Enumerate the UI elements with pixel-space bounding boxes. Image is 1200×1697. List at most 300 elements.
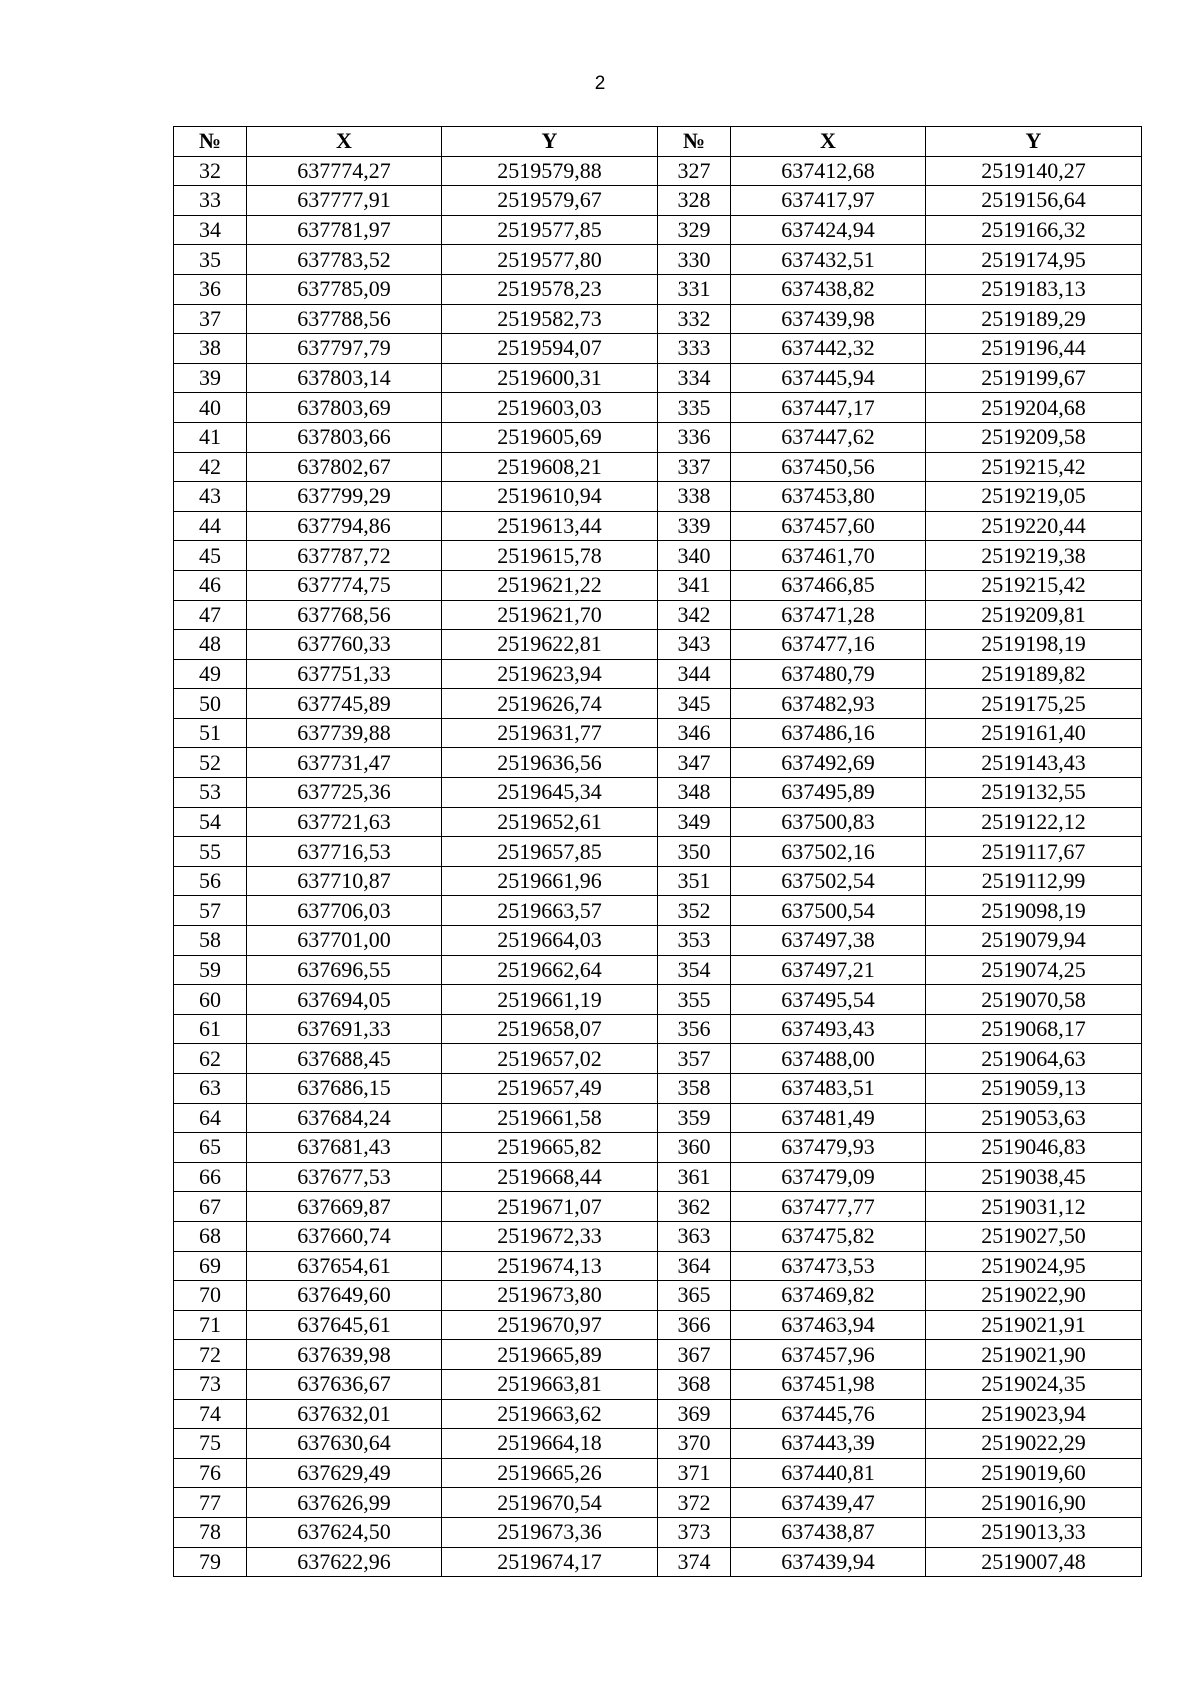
cell-x-right: 637486,16 bbox=[731, 718, 926, 748]
table-row bbox=[174, 245, 1142, 275]
cell-x-left: 637701,00 bbox=[247, 926, 442, 956]
cell-y-right: 2519215,42 bbox=[926, 570, 1142, 600]
table-row bbox=[174, 896, 1142, 926]
cell-x-right: 637438,82 bbox=[731, 274, 926, 304]
cell-y-right: 2519156,64 bbox=[926, 186, 1142, 216]
cell-point-number-left: 62 bbox=[174, 1044, 247, 1074]
cell-y-right: 2519046,83 bbox=[926, 1133, 1142, 1163]
cell-y-right: 2519021,90 bbox=[926, 1340, 1142, 1370]
header-x-left: X bbox=[247, 127, 442, 157]
cell-point-number-left: 35 bbox=[174, 245, 247, 275]
cell-x-right: 637447,62 bbox=[731, 422, 926, 452]
cell-y-left: 2519577,85 bbox=[442, 215, 658, 245]
table-row bbox=[174, 156, 1142, 186]
cell-point-number-right: 342 bbox=[658, 600, 731, 630]
cell-x-left: 637799,29 bbox=[247, 482, 442, 512]
table-row bbox=[174, 570, 1142, 600]
table-row bbox=[174, 985, 1142, 1015]
cell-point-number-left: 61 bbox=[174, 1014, 247, 1044]
cell-x-right: 637500,83 bbox=[731, 807, 926, 837]
cell-point-number-left: 38 bbox=[174, 334, 247, 364]
cell-point-number-left: 36 bbox=[174, 274, 247, 304]
cell-y-left: 2519645,34 bbox=[442, 778, 658, 808]
cell-point-number-left: 52 bbox=[174, 748, 247, 778]
cell-y-left: 2519663,62 bbox=[442, 1399, 658, 1429]
cell-point-number-left: 48 bbox=[174, 630, 247, 660]
header-number-right: № bbox=[658, 127, 731, 157]
cell-x-left: 637626,99 bbox=[247, 1488, 442, 1518]
table-row bbox=[174, 837, 1142, 867]
cell-x-left: 637731,47 bbox=[247, 748, 442, 778]
cell-y-right: 2519112,99 bbox=[926, 866, 1142, 896]
cell-y-left: 2519665,89 bbox=[442, 1340, 658, 1370]
cell-x-right: 637481,49 bbox=[731, 1103, 926, 1133]
cell-x-right: 637502,16 bbox=[731, 837, 926, 867]
cell-y-left: 2519652,61 bbox=[442, 807, 658, 837]
cell-x-right: 637457,96 bbox=[731, 1340, 926, 1370]
cell-y-left: 2519622,81 bbox=[442, 630, 658, 660]
cell-x-left: 637639,98 bbox=[247, 1340, 442, 1370]
table-row bbox=[174, 452, 1142, 482]
table-row bbox=[174, 482, 1142, 512]
cell-point-number-right: 350 bbox=[658, 837, 731, 867]
cell-x-right: 637500,54 bbox=[731, 896, 926, 926]
cell-x-left: 637691,33 bbox=[247, 1014, 442, 1044]
cell-x-right: 637495,54 bbox=[731, 985, 926, 1015]
cell-x-left: 637760,33 bbox=[247, 630, 442, 660]
cell-point-number-right: 366 bbox=[658, 1310, 731, 1340]
cell-point-number-left: 68 bbox=[174, 1221, 247, 1251]
cell-y-left: 2519663,57 bbox=[442, 896, 658, 926]
cell-x-right: 637457,60 bbox=[731, 511, 926, 541]
cell-point-number-right: 347 bbox=[658, 748, 731, 778]
cell-point-number-left: 40 bbox=[174, 393, 247, 423]
cell-point-number-right: 367 bbox=[658, 1340, 731, 1370]
cell-x-right: 637447,17 bbox=[731, 393, 926, 423]
cell-x-left: 637706,03 bbox=[247, 896, 442, 926]
cell-point-number-left: 32 bbox=[174, 156, 247, 186]
cell-y-right: 2519219,05 bbox=[926, 482, 1142, 512]
cell-x-left: 637684,24 bbox=[247, 1103, 442, 1133]
cell-point-number-right: 363 bbox=[658, 1221, 731, 1251]
cell-y-right: 2519209,81 bbox=[926, 600, 1142, 630]
cell-x-left: 637781,97 bbox=[247, 215, 442, 245]
cell-point-number-left: 73 bbox=[174, 1369, 247, 1399]
cell-point-number-left: 42 bbox=[174, 452, 247, 482]
cell-x-left: 637787,72 bbox=[247, 541, 442, 571]
cell-y-right: 2519079,94 bbox=[926, 926, 1142, 956]
cell-y-left: 2519608,21 bbox=[442, 452, 658, 482]
table-row bbox=[174, 541, 1142, 571]
cell-point-number-left: 56 bbox=[174, 866, 247, 896]
cell-y-right: 2519068,17 bbox=[926, 1014, 1142, 1044]
cell-point-number-left: 74 bbox=[174, 1399, 247, 1429]
table-row bbox=[174, 866, 1142, 896]
header-y-left: Y bbox=[442, 127, 658, 157]
cell-y-right: 2519209,58 bbox=[926, 422, 1142, 452]
cell-point-number-right: 354 bbox=[658, 955, 731, 985]
table-row bbox=[174, 1133, 1142, 1163]
cell-point-number-right: 345 bbox=[658, 689, 731, 719]
cell-x-right: 637479,93 bbox=[731, 1133, 926, 1163]
cell-point-number-right: 346 bbox=[658, 718, 731, 748]
cell-y-right: 2519166,32 bbox=[926, 215, 1142, 245]
cell-point-number-left: 47 bbox=[174, 600, 247, 630]
cell-point-number-right: 365 bbox=[658, 1281, 731, 1311]
cell-x-right: 637461,70 bbox=[731, 541, 926, 571]
cell-x-right: 637439,94 bbox=[731, 1547, 926, 1577]
cell-y-left: 2519603,03 bbox=[442, 393, 658, 423]
table-row bbox=[174, 1281, 1142, 1311]
table-row bbox=[174, 659, 1142, 689]
cell-x-right: 637424,94 bbox=[731, 215, 926, 245]
cell-x-right: 637473,53 bbox=[731, 1251, 926, 1281]
cell-point-number-right: 355 bbox=[658, 985, 731, 1015]
cell-x-left: 637777,91 bbox=[247, 186, 442, 216]
cell-x-right: 637432,51 bbox=[731, 245, 926, 275]
cell-x-right: 637445,76 bbox=[731, 1399, 926, 1429]
cell-point-number-right: 330 bbox=[658, 245, 731, 275]
cell-y-left: 2519673,80 bbox=[442, 1281, 658, 1311]
table-row bbox=[174, 1221, 1142, 1251]
table-row bbox=[174, 1340, 1142, 1370]
table-row bbox=[174, 1429, 1142, 1459]
cell-point-number-left: 58 bbox=[174, 926, 247, 956]
cell-point-number-left: 76 bbox=[174, 1458, 247, 1488]
cell-point-number-left: 45 bbox=[174, 541, 247, 571]
table-row bbox=[174, 334, 1142, 364]
cell-y-left: 2519577,80 bbox=[442, 245, 658, 275]
cell-y-right: 2519027,50 bbox=[926, 1221, 1142, 1251]
cell-y-right: 2519161,40 bbox=[926, 718, 1142, 748]
cell-x-right: 637493,43 bbox=[731, 1014, 926, 1044]
cell-point-number-left: 79 bbox=[174, 1547, 247, 1577]
cell-point-number-left: 51 bbox=[174, 718, 247, 748]
cell-x-right: 637477,16 bbox=[731, 630, 926, 660]
cell-y-right: 2519059,13 bbox=[926, 1074, 1142, 1104]
cell-y-left: 2519672,33 bbox=[442, 1221, 658, 1251]
cell-y-left: 2519661,96 bbox=[442, 866, 658, 896]
cell-point-number-left: 69 bbox=[174, 1251, 247, 1281]
cell-x-left: 637696,55 bbox=[247, 955, 442, 985]
cell-y-right: 2519183,13 bbox=[926, 274, 1142, 304]
cell-point-number-right: 371 bbox=[658, 1458, 731, 1488]
cell-y-right: 2519189,29 bbox=[926, 304, 1142, 334]
cell-y-right: 2519174,95 bbox=[926, 245, 1142, 275]
header-y-right: Y bbox=[926, 127, 1142, 157]
cell-x-right: 637477,77 bbox=[731, 1192, 926, 1222]
cell-point-number-right: 349 bbox=[658, 807, 731, 837]
cell-x-left: 637788,56 bbox=[247, 304, 442, 334]
cell-y-left: 2519665,26 bbox=[442, 1458, 658, 1488]
table-row bbox=[174, 600, 1142, 630]
cell-x-left: 637768,56 bbox=[247, 600, 442, 630]
cell-x-left: 637785,09 bbox=[247, 274, 442, 304]
table-row bbox=[174, 215, 1142, 245]
cell-y-left: 2519579,67 bbox=[442, 186, 658, 216]
cell-x-left: 637802,67 bbox=[247, 452, 442, 482]
cell-point-number-left: 43 bbox=[174, 482, 247, 512]
table-row bbox=[174, 689, 1142, 719]
cell-point-number-left: 75 bbox=[174, 1429, 247, 1459]
table-body bbox=[174, 156, 1142, 1577]
table-row bbox=[174, 511, 1142, 541]
cell-x-left: 637803,14 bbox=[247, 363, 442, 393]
cell-y-left: 2519657,02 bbox=[442, 1044, 658, 1074]
table-row bbox=[174, 748, 1142, 778]
cell-point-number-left: 55 bbox=[174, 837, 247, 867]
table-header-row bbox=[174, 127, 1142, 157]
cell-point-number-left: 64 bbox=[174, 1103, 247, 1133]
cell-point-number-left: 63 bbox=[174, 1074, 247, 1104]
cell-point-number-left: 57 bbox=[174, 896, 247, 926]
cell-point-number-left: 46 bbox=[174, 570, 247, 600]
table-row bbox=[174, 1162, 1142, 1192]
cell-x-right: 637442,32 bbox=[731, 334, 926, 364]
header-x-right: X bbox=[731, 127, 926, 157]
cell-point-number-left: 37 bbox=[174, 304, 247, 334]
table-row bbox=[174, 1014, 1142, 1044]
cell-point-number-right: 352 bbox=[658, 896, 731, 926]
cell-y-left: 2519594,07 bbox=[442, 334, 658, 364]
cell-point-number-left: 49 bbox=[174, 659, 247, 689]
cell-point-number-left: 71 bbox=[174, 1310, 247, 1340]
table-row bbox=[174, 1488, 1142, 1518]
cell-x-left: 637774,27 bbox=[247, 156, 442, 186]
cell-y-right: 2519098,19 bbox=[926, 896, 1142, 926]
cell-point-number-left: 50 bbox=[174, 689, 247, 719]
cell-y-right: 2519021,91 bbox=[926, 1310, 1142, 1340]
coordinates-table bbox=[173, 126, 1142, 1577]
cell-point-number-right: 357 bbox=[658, 1044, 731, 1074]
table-row bbox=[174, 1103, 1142, 1133]
cell-x-left: 637686,15 bbox=[247, 1074, 442, 1104]
cell-point-number-right: 343 bbox=[658, 630, 731, 660]
cell-point-number-right: 353 bbox=[658, 926, 731, 956]
cell-x-left: 637783,52 bbox=[247, 245, 442, 275]
cell-y-left: 2519671,07 bbox=[442, 1192, 658, 1222]
cell-y-left: 2519662,64 bbox=[442, 955, 658, 985]
table-row bbox=[174, 186, 1142, 216]
cell-y-left: 2519657,85 bbox=[442, 837, 658, 867]
cell-x-right: 637438,87 bbox=[731, 1517, 926, 1547]
cell-y-left: 2519626,74 bbox=[442, 689, 658, 719]
table-row bbox=[174, 1399, 1142, 1429]
cell-x-right: 637445,94 bbox=[731, 363, 926, 393]
cell-y-left: 2519661,19 bbox=[442, 985, 658, 1015]
cell-point-number-left: 67 bbox=[174, 1192, 247, 1222]
cell-x-right: 637471,28 bbox=[731, 600, 926, 630]
cell-y-right: 2519074,25 bbox=[926, 955, 1142, 985]
cell-y-left: 2519665,82 bbox=[442, 1133, 658, 1163]
cell-point-number-right: 364 bbox=[658, 1251, 731, 1281]
cell-y-right: 2519219,38 bbox=[926, 541, 1142, 571]
cell-y-left: 2519610,94 bbox=[442, 482, 658, 512]
cell-y-left: 2519631,77 bbox=[442, 718, 658, 748]
cell-y-right: 2519022,90 bbox=[926, 1281, 1142, 1311]
table-row bbox=[174, 1547, 1142, 1577]
table-row bbox=[174, 1192, 1142, 1222]
cell-point-number-right: 331 bbox=[658, 274, 731, 304]
cell-x-left: 637794,86 bbox=[247, 511, 442, 541]
cell-y-left: 2519663,81 bbox=[442, 1369, 658, 1399]
cell-x-right: 637497,38 bbox=[731, 926, 926, 956]
cell-point-number-left: 59 bbox=[174, 955, 247, 985]
cell-y-right: 2519070,58 bbox=[926, 985, 1142, 1015]
cell-x-right: 637443,39 bbox=[731, 1429, 926, 1459]
cell-x-right: 637480,79 bbox=[731, 659, 926, 689]
cell-x-right: 637439,47 bbox=[731, 1488, 926, 1518]
cell-point-number-right: 368 bbox=[658, 1369, 731, 1399]
cell-x-right: 637483,51 bbox=[731, 1074, 926, 1104]
table-row bbox=[174, 926, 1142, 956]
cell-point-number-left: 66 bbox=[174, 1162, 247, 1192]
cell-point-number-right: 329 bbox=[658, 215, 731, 245]
cell-x-left: 637649,60 bbox=[247, 1281, 442, 1311]
cell-y-right: 2519122,12 bbox=[926, 807, 1142, 837]
cell-point-number-right: 359 bbox=[658, 1103, 731, 1133]
cell-x-left: 637797,79 bbox=[247, 334, 442, 364]
cell-x-left: 637677,53 bbox=[247, 1162, 442, 1192]
cell-x-right: 637463,94 bbox=[731, 1310, 926, 1340]
cell-point-number-left: 65 bbox=[174, 1133, 247, 1163]
cell-y-left: 2519579,88 bbox=[442, 156, 658, 186]
cell-x-right: 637466,85 bbox=[731, 570, 926, 600]
cell-y-left: 2519582,73 bbox=[442, 304, 658, 334]
cell-point-number-right: 338 bbox=[658, 482, 731, 512]
cell-x-right: 637440,81 bbox=[731, 1458, 926, 1488]
cell-point-number-right: 344 bbox=[658, 659, 731, 689]
header-number-left: № bbox=[174, 127, 247, 157]
cell-x-left: 637716,53 bbox=[247, 837, 442, 867]
cell-point-number-right: 336 bbox=[658, 422, 731, 452]
cell-x-left: 637803,69 bbox=[247, 393, 442, 423]
cell-y-right: 2519022,29 bbox=[926, 1429, 1142, 1459]
cell-x-left: 637725,36 bbox=[247, 778, 442, 808]
cell-point-number-left: 72 bbox=[174, 1340, 247, 1370]
cell-y-right: 2519053,63 bbox=[926, 1103, 1142, 1133]
cell-point-number-left: 54 bbox=[174, 807, 247, 837]
cell-point-number-right: 328 bbox=[658, 186, 731, 216]
cell-y-right: 2519204,68 bbox=[926, 393, 1142, 423]
cell-point-number-left: 70 bbox=[174, 1281, 247, 1311]
cell-x-right: 637497,21 bbox=[731, 955, 926, 985]
cell-point-number-left: 41 bbox=[174, 422, 247, 452]
table-row bbox=[174, 1074, 1142, 1104]
cell-x-right: 637479,09 bbox=[731, 1162, 926, 1192]
cell-y-left: 2519661,58 bbox=[442, 1103, 658, 1133]
cell-y-right: 2519189,82 bbox=[926, 659, 1142, 689]
cell-point-number-right: 373 bbox=[658, 1517, 731, 1547]
cell-y-right: 2519140,27 bbox=[926, 156, 1142, 186]
cell-point-number-right: 327 bbox=[658, 156, 731, 186]
cell-x-left: 637688,45 bbox=[247, 1044, 442, 1074]
cell-point-number-right: 351 bbox=[658, 866, 731, 896]
cell-point-number-right: 360 bbox=[658, 1133, 731, 1163]
cell-x-right: 637482,93 bbox=[731, 689, 926, 719]
cell-x-left: 637636,67 bbox=[247, 1369, 442, 1399]
cell-y-right: 2519143,43 bbox=[926, 748, 1142, 778]
cell-point-number-left: 44 bbox=[174, 511, 247, 541]
cell-x-left: 637694,05 bbox=[247, 985, 442, 1015]
cell-y-left: 2519670,54 bbox=[442, 1488, 658, 1518]
cell-y-right: 2519064,63 bbox=[926, 1044, 1142, 1074]
cell-y-right: 2519132,55 bbox=[926, 778, 1142, 808]
cell-x-left: 637721,63 bbox=[247, 807, 442, 837]
table-row bbox=[174, 1310, 1142, 1340]
cell-point-number-right: 361 bbox=[658, 1162, 731, 1192]
table-row bbox=[174, 778, 1142, 808]
cell-point-number-left: 33 bbox=[174, 186, 247, 216]
cell-x-left: 637803,66 bbox=[247, 422, 442, 452]
cell-y-right: 2519038,45 bbox=[926, 1162, 1142, 1192]
table-row bbox=[174, 1517, 1142, 1547]
cell-x-left: 637622,96 bbox=[247, 1547, 442, 1577]
cell-y-left: 2519664,18 bbox=[442, 1429, 658, 1459]
table-row bbox=[174, 1044, 1142, 1074]
cell-point-number-right: 356 bbox=[658, 1014, 731, 1044]
cell-point-number-right: 370 bbox=[658, 1429, 731, 1459]
cell-y-left: 2519673,36 bbox=[442, 1517, 658, 1547]
cell-x-right: 637439,98 bbox=[731, 304, 926, 334]
cell-y-right: 2519196,44 bbox=[926, 334, 1142, 364]
cell-x-right: 637417,97 bbox=[731, 186, 926, 216]
cell-point-number-right: 348 bbox=[658, 778, 731, 808]
cell-x-right: 637492,69 bbox=[731, 748, 926, 778]
cell-point-number-left: 53 bbox=[174, 778, 247, 808]
cell-x-left: 637630,64 bbox=[247, 1429, 442, 1459]
cell-x-left: 637629,49 bbox=[247, 1458, 442, 1488]
cell-y-right: 2519175,25 bbox=[926, 689, 1142, 719]
cell-point-number-right: 333 bbox=[658, 334, 731, 364]
cell-point-number-right: 374 bbox=[658, 1547, 731, 1577]
cell-y-right: 2519215,42 bbox=[926, 452, 1142, 482]
cell-y-right: 2519007,48 bbox=[926, 1547, 1142, 1577]
page-number: 2 bbox=[594, 73, 606, 94]
table-row bbox=[174, 1458, 1142, 1488]
table-row bbox=[174, 274, 1142, 304]
cell-point-number-right: 332 bbox=[658, 304, 731, 334]
cell-x-right: 637488,00 bbox=[731, 1044, 926, 1074]
cell-y-left: 2519674,13 bbox=[442, 1251, 658, 1281]
cell-x-left: 637774,75 bbox=[247, 570, 442, 600]
cell-x-left: 637745,89 bbox=[247, 689, 442, 719]
table-row bbox=[174, 304, 1142, 334]
cell-x-right: 637453,80 bbox=[731, 482, 926, 512]
cell-y-left: 2519636,56 bbox=[442, 748, 658, 778]
cell-y-left: 2519605,69 bbox=[442, 422, 658, 452]
cell-point-number-left: 78 bbox=[174, 1517, 247, 1547]
cell-point-number-right: 372 bbox=[658, 1488, 731, 1518]
cell-point-number-right: 341 bbox=[658, 570, 731, 600]
cell-x-left: 637624,50 bbox=[247, 1517, 442, 1547]
cell-x-left: 637654,61 bbox=[247, 1251, 442, 1281]
cell-x-left: 637645,61 bbox=[247, 1310, 442, 1340]
cell-x-right: 637450,56 bbox=[731, 452, 926, 482]
cell-y-left: 2519613,44 bbox=[442, 511, 658, 541]
cell-y-left: 2519578,23 bbox=[442, 274, 658, 304]
cell-y-left: 2519621,70 bbox=[442, 600, 658, 630]
cell-x-right: 637412,68 bbox=[731, 156, 926, 186]
cell-point-number-left: 77 bbox=[174, 1488, 247, 1518]
cell-y-left: 2519600,31 bbox=[442, 363, 658, 393]
cell-x-left: 637681,43 bbox=[247, 1133, 442, 1163]
table-row bbox=[174, 1369, 1142, 1399]
cell-point-number-left: 34 bbox=[174, 215, 247, 245]
cell-point-number-right: 369 bbox=[658, 1399, 731, 1429]
cell-y-right: 2519024,35 bbox=[926, 1369, 1142, 1399]
cell-x-left: 637739,88 bbox=[247, 718, 442, 748]
